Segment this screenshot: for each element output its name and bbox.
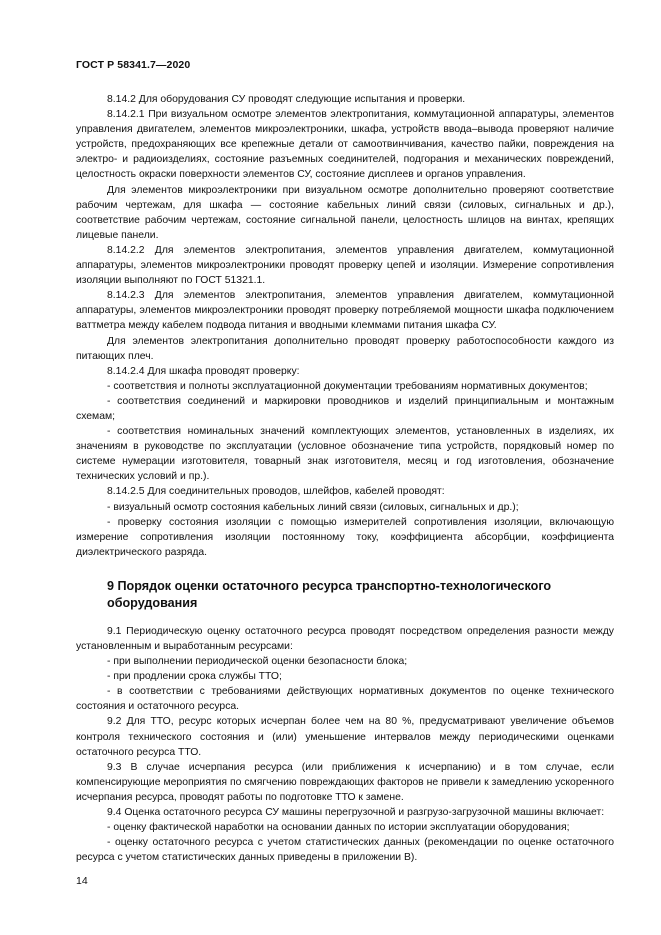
paragraph: 9.2 Для ТТО, ресурс которых исчерпан более чем на 80 %, предусматривают увеличение объемов контроля технического состояния и (или) уменьшение интервалов между периодическими оценками остаточного ресурса ТТО. bbox=[76, 716, 614, 758]
list-item: - визуальный осмотр состояния кабельных линий связи (силовых, сигнальных и др.); bbox=[107, 501, 519, 513]
document-header: ГОСТ Р 58341.7—2020 bbox=[76, 59, 191, 71]
paragraph: 8.14.2.2 Для элементов электропитания, элементов управления двигателем, коммутационной аппаратуры, элементов микроэлектроники проводят проверку цепей и изоляции. Измерение сопротивления изоляции выполняют по ГОСТ 51321.1. bbox=[76, 244, 614, 287]
paragraph: 8.14.2.3 Для элементов электропитания, элементов управления двигателем, коммутационной аппаратуры, элементов микроэлектроники проводят проверку потребляемой мощности шкафа подключением ваттметра между кабелем подвода питания и вводными клеммами питания шкафа СУ. bbox=[76, 290, 614, 332]
list-item: - при выполнении периодической оценки безопасности блока; bbox=[107, 656, 408, 668]
list-item: - проверку состояния изоляции с помощью измерителей сопротивления изоляции, включающую измерение сопротивления изоляции постоянному току, коэффициента абсорбции, коэффициента диэлектрического разряда. bbox=[76, 516, 614, 558]
paragraph: Для элементов микроэлектроники при визуальном осмотре дополнительно проверяют соответствие рабочим чертежам, для шкафа — состояние кабельных линий связи (силовых, сигнальных и др.), соответствие рабочим чертежам, состояние сигнальной панели, целостность шлицов на винтах, крепящих лицевые панели. bbox=[76, 184, 614, 241]
paragraph: 8.14.2.4 Для шкафа проводят проверку: bbox=[107, 365, 300, 377]
section-9-heading: 9 Порядок оценки остаточного ресурса транспортно-технологического оборудования bbox=[107, 578, 552, 610]
list-item: - при продлении срока службы ТТО; bbox=[107, 671, 282, 683]
list-item: - соответствия соединений и маркировки проводников и изделий принципиальным и монтажным схемам; bbox=[76, 395, 614, 422]
paragraph: 8.14.2.5 Для соединительных проводов, шлейфов, кабелей проводят: bbox=[107, 486, 445, 498]
section-8-paragraphs bbox=[76, 92, 614, 560]
list-item: - соответствия и полноты эксплуатационной документации требованиям нормативных документов; bbox=[107, 380, 588, 392]
page-body bbox=[76, 92, 614, 865]
list-item: - оценку остаточного ресурса с учетом статистических данных (рекомендации по оценке остаточного ресурса с учетом статистических данных приведены в приложении В). bbox=[76, 837, 614, 864]
paragraph: 9.1 Периодическую оценку остаточного ресурса проводят посредством определения разности между установленным и выработанным ресурсами: bbox=[76, 625, 614, 652]
paragraph: 8.14.2.1 При визуальном осмотре элементов электропитания, коммутационной аппаратуры, элементов управления двигателем, элементов микроэлектроники, шкафа, устройств ввода–вывода проверяют наличие устройств, предохраняющих все крепежные детали от самоотвинчивания, качество пайки, повреждения на электро- и радиоизделиях, состояние разъемных соединителей, подгорания и механических повреждений, целостность окраски поверхности элементов СУ, состояние дисплеев и органов управления. bbox=[76, 109, 614, 181]
paragraph: 8.14.2 Для оборудования СУ проводят следующие испытания и проверки. bbox=[107, 94, 466, 105]
list-item: - в соответствии с требованиями действующих нормативных документов по оценке технического состояния и остаточного ресурса. bbox=[76, 686, 614, 713]
section-9-paragraphs bbox=[76, 624, 614, 866]
paragraph: 9.3 В случае исчерпания ресурса (или приближения к исчерпанию) и в том случае, если компенсирующие мероприятия по смягчению повреждающих факторов не привели к замедлению ускоренного исчерпания ресурса, проводят работы по подготовке ТТО к замене. bbox=[76, 761, 614, 803]
page-number: 14 bbox=[76, 875, 88, 887]
paragraph: Для элементов электропитания дополнительно проводят проверку работоспособности каждого из питающих плеч. bbox=[76, 335, 614, 362]
list-item: - соответствия номинальных значений комплектующих элементов, установленных в изделиях, их значениям в руководстве по эксплуатации (условное обозначение типа устройств, порядковый номер по системе нумерации изготовителя, товарный знак изготовителя, месяц и год изготовления, обозначение технических условий и пр.). bbox=[76, 426, 614, 483]
list-item: - оценку фактической наработки на основании данных по истории эксплуатации оборудования; bbox=[107, 822, 570, 834]
paragraph: 9.4 Оценка остаточного ресурса СУ машины перегрузочной и разгрузо-загрузочной машины включает: bbox=[107, 807, 605, 819]
